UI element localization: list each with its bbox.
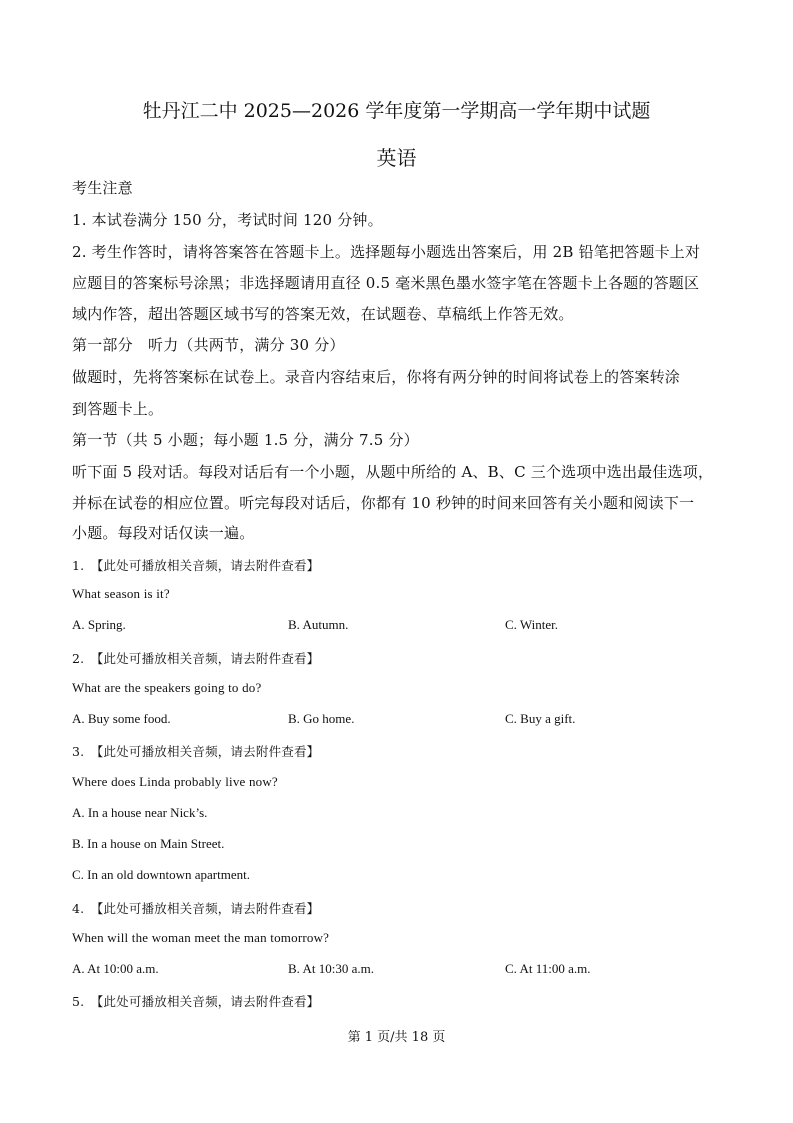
notice-item-2-line-3: 域内作答，超出答题区域书写的答案无效，在试题卷、草稿纸上作答无效。 [72,305,574,323]
question-2-option-c: C. Buy a gift. [505,711,576,726]
question-4-option-b: B. At 10:30 a.m. [288,961,374,976]
question-4-audio-link[interactable]: 4. 【此处可播放相关音频，请去附件查看】 [72,901,320,916]
page-number: 第 1 页/共 18 页 [347,1030,446,1045]
question-3-option-b: B. In a house on Main Street. [72,836,225,851]
question-4-option-c: C. At 11:00 a.m. [505,961,591,976]
question-2-audio-link[interactable]: 2. 【此处可播放相关音频，请去附件查看】 [72,651,320,666]
question-1-option-a: A. Spring. [72,617,126,632]
question-5-audio-link[interactable]: 5. 【此处可播放相关音频，请去附件查看】 [72,994,320,1009]
section1-instruction-line-3: 小题。每段对话仅读一遍。 [72,524,255,542]
question-2-text: What are the speakers going to do? [72,680,262,695]
notice-item-2-line-2: 应题目的答案标号涂黑；非选择题请用直径 0.5 毫米黑色墨水签字笔在答题卡上各题的答题区 [72,274,700,292]
question-2-option-a: A. Buy some food. [72,711,171,726]
question-4-option-a: A. At 10:00 a.m. [72,961,159,976]
page-title: 牡丹江二中 2025—2026 学年度第一学期高一学年期中试题 [142,100,651,122]
part1-instruction-line-1: 做题时，先将答案标在试卷上。录音内容结束后，你将有两分钟的时间将试卷上的答案转涂 [72,368,681,386]
notice-item-2-line-1: 2. 考生作答时，请将答案答在答题卡上。选择题每小题选出答案后，用 2B 铅笔把答题卡上对 [72,243,701,261]
section1-heading: 第一节（共 5 小题；每小题 1.5 分，满分 7.5 分） [72,431,419,449]
notice-item-1: 1. 本试卷满分 150 分，考试时间 120 分钟。 [72,211,383,229]
question-3-option-a: A. In a house near Nick’s. [72,805,208,820]
question-2-option-b: B. Go home. [288,711,355,726]
question-3-text: Where does Linda probably live now? [72,774,278,789]
question-1-option-b: B. Autumn. [288,617,349,632]
question-4-text: When will the woman meet the man tomorrow? [72,930,330,945]
section1-instruction-line-2: 并标在试卷的相应位置。听完每段对话后，你都有 10 秒钟的时间来回答有关小题和阅读下一 [72,494,695,512]
question-1-option-c: C. Winter. [505,617,559,632]
notice-heading: 考生注意 [72,179,133,197]
subject-title: 英语 [376,146,417,170]
question-1-audio-link[interactable]: 1. 【此处可播放相关音频，请去附件查看】 [72,558,320,573]
part1-instruction-line-2: 到答题卡上。 [72,400,164,418]
question-1-text: What season is it? [72,586,170,601]
section1-instruction-line-1: 听下面 5 段对话。每段对话后有一个小题，从题中所给的 A、B、C 三个选项中选出最佳选项， [72,463,714,481]
question-3-option-c: C. In an old downtown apartment. [72,867,250,882]
question-3-audio-link[interactable]: 3. 【此处可播放相关音频，请去附件查看】 [72,744,320,759]
part1-heading: 第一部分 听力（共两节，满分 30 分） [72,336,345,354]
